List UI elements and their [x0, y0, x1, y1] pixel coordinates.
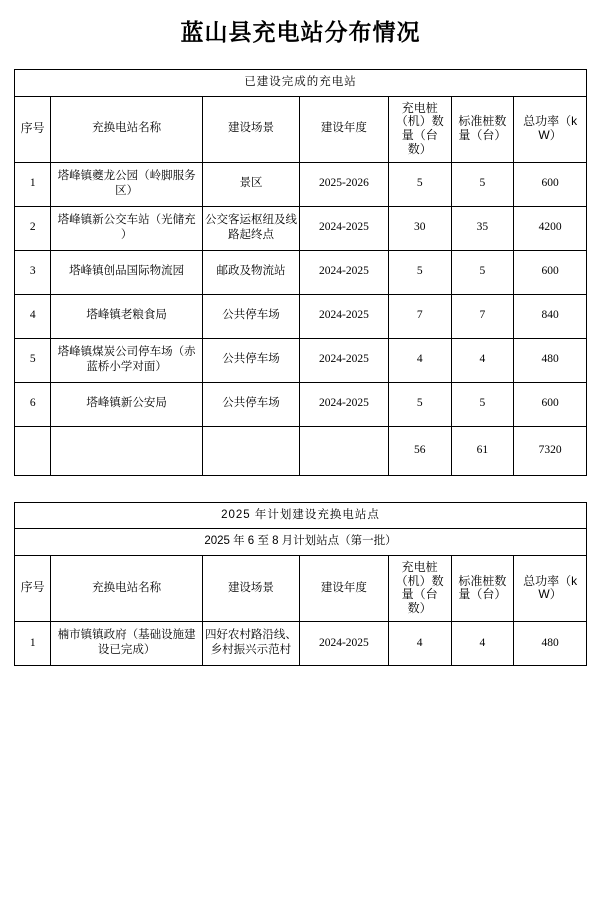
table1-header-row [15, 96, 587, 162]
table2-row0-name: 楠市镇镇政府（基础设施建设已完成） [51, 621, 203, 665]
table1-section-title-row [15, 70, 587, 97]
table1-total-row [15, 426, 587, 475]
table1-row0-standard: 5 [451, 162, 514, 206]
table2-row0-standard: 4 [451, 621, 514, 665]
table1-header-standard: 标准桩数量（台） [451, 96, 514, 162]
table2-section-title-row [15, 502, 587, 529]
table1-row4-scene: 公共停车场 [202, 338, 299, 382]
table1-total-scene [202, 426, 299, 475]
table1-row4-year: 2024-2025 [299, 338, 388, 382]
table2-row0-scene: 四好农村路沿线、乡村振兴示范村 [202, 621, 299, 665]
table-row [15, 206, 587, 250]
table1-row2-year: 2024-2025 [299, 250, 388, 294]
table1-row2-standard: 5 [451, 250, 514, 294]
document-page [0, 14, 601, 922]
table1-row2-scene: 邮政及物流站 [202, 250, 299, 294]
table1-header-piles: 充电桩（机）数量（台数） [388, 96, 451, 162]
table1-row0-name: 塔峰镇夔龙公园（岭脚服务区） [51, 162, 203, 206]
table1-row0-piles: 5 [388, 162, 451, 206]
table2-section-title: 2025 年计划建设充换电站点 [15, 502, 587, 529]
table2-header-year: 建设年度 [299, 555, 388, 621]
table1-row2-name: 塔峰镇创品国际物流园 [51, 250, 203, 294]
table-spacer [14, 476, 587, 502]
table1-row1-year: 2024-2025 [299, 206, 388, 250]
table1-row0-scene: 景区 [202, 162, 299, 206]
table2-sub-title: 2025 年 6 至 8 月计划站点（第一批） [15, 529, 587, 556]
table-row [15, 162, 587, 206]
table1-row3-index: 4 [15, 294, 51, 338]
table1-header-index: 序号 [15, 96, 51, 162]
table-row [15, 294, 587, 338]
table1-total-power: 7320 [514, 426, 587, 475]
table1-row5-year: 2024-2025 [299, 382, 388, 426]
table1-row5-standard: 5 [451, 382, 514, 426]
completed-stations-table [14, 69, 587, 476]
table1-row1-scene: 公交客运枢纽及线路起终点 [202, 206, 299, 250]
table2-row0-piles: 4 [388, 621, 451, 665]
table1-row5-piles: 5 [388, 382, 451, 426]
table1-row1-standard: 35 [451, 206, 514, 250]
table-row [15, 250, 587, 294]
table1-row2-power: 600 [514, 250, 587, 294]
table1-row3-standard: 7 [451, 294, 514, 338]
table1-row2-piles: 5 [388, 250, 451, 294]
table1-section-title: 已建设完成的充电站 [15, 70, 587, 97]
table-row [15, 621, 587, 665]
table1-row1-index: 2 [15, 206, 51, 250]
table1-row4-piles: 4 [388, 338, 451, 382]
table1-total-name [51, 426, 203, 475]
table1-row3-year: 2024-2025 [299, 294, 388, 338]
table2-row0-year: 2024-2025 [299, 621, 388, 665]
table1-total-piles: 56 [388, 426, 451, 475]
page-title: 蓝山县充电站分布情况 [180, 19, 421, 45]
table1-row3-power: 840 [514, 294, 587, 338]
table2-header-piles: 充电桩（机）数量（台数） [388, 555, 451, 621]
table1-total-index [15, 426, 51, 475]
table2-sub-title-row [15, 529, 587, 556]
table1-row3-scene: 公共停车场 [202, 294, 299, 338]
table1-header-power: 总功率（kW） [514, 96, 587, 162]
planned-stations-table-wrapper [14, 502, 587, 666]
table1-row1-piles: 30 [388, 206, 451, 250]
table1-header-scene: 建设场景 [202, 96, 299, 162]
table1-row3-piles: 7 [388, 294, 451, 338]
planned-stations-table [14, 502, 587, 666]
table1-row3-name: 塔峰镇老粮食局 [51, 294, 203, 338]
table-row [15, 382, 587, 426]
table2-header-scene: 建设场景 [202, 555, 299, 621]
table2-header-row [15, 555, 587, 621]
table1-row5-power: 600 [514, 382, 587, 426]
table1-row1-name: 塔峰镇新公交车站（光储充 ） [51, 206, 203, 250]
table2-row0-power: 480 [514, 621, 587, 665]
table2-header-power: 总功率（kW） [514, 555, 587, 621]
table1-row2-index: 3 [15, 250, 51, 294]
table2-row0-index: 1 [15, 621, 51, 665]
table2-header-index: 序号 [15, 555, 51, 621]
table-row [15, 338, 587, 382]
table1-row5-scene: 公共停车场 [202, 382, 299, 426]
table1-header-year: 建设年度 [299, 96, 388, 162]
table1-total-standard: 61 [451, 426, 514, 475]
table1-row0-index: 1 [15, 162, 51, 206]
table1-row1-power: 4200 [514, 206, 587, 250]
table1-total-year [299, 426, 388, 475]
table1-row0-year: 2025-2026 [299, 162, 388, 206]
table1-row5-index: 6 [15, 382, 51, 426]
table1-row4-power: 480 [514, 338, 587, 382]
table2-header-standard: 标准桩数量（台） [451, 555, 514, 621]
table2-header-name: 充换电站名称 [51, 555, 203, 621]
table1-row4-standard: 4 [451, 338, 514, 382]
table1-row0-power: 600 [514, 162, 587, 206]
completed-stations-table-wrapper [14, 69, 587, 476]
table1-row4-index: 5 [15, 338, 51, 382]
table1-row5-name: 塔峰镇新公安局 [51, 382, 203, 426]
table1-row4-name: 塔峰镇煤炭公司停车场（赤蓝桥小学对面） [51, 338, 203, 382]
table1-header-name: 充换电站名称 [51, 96, 203, 162]
